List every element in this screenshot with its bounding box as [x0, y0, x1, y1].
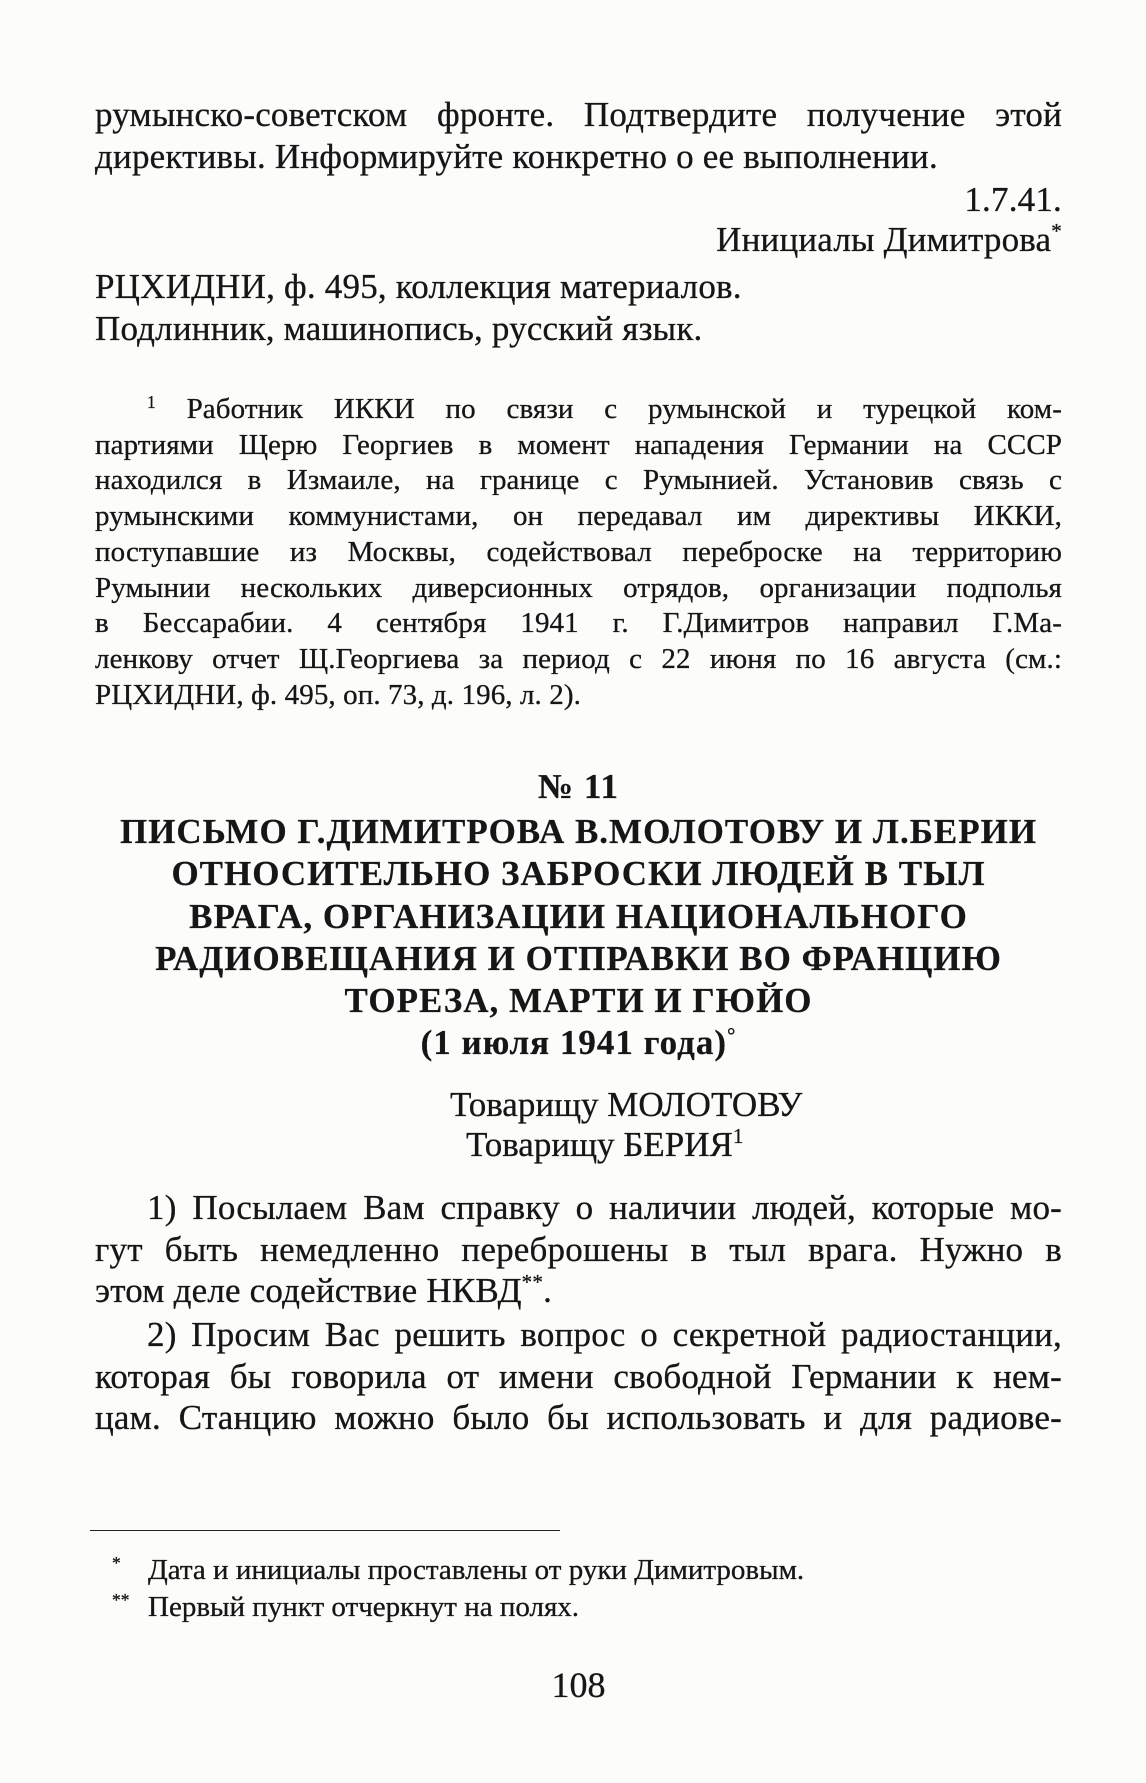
footnote-text: Дата и инициалы проставлены от руки Димитровым.: [148, 1554, 805, 1586]
text-line: [95, 1270, 1062, 1312]
page-number: 108: [551, 1665, 606, 1705]
line-end: .: [543, 1271, 553, 1310]
note-line-text: Работник ИККИ по связи с румынской и турецкой ком-: [186, 393, 1062, 425]
text-line: румынскими коммунистами, он передавал им директивы ИККИ,: [95, 500, 1062, 533]
text-line: поступавшие из Москвы, содействовал переброске на территорию: [95, 535, 1062, 568]
title-line: РАДИОВЕЩАНИЯ И ОТПРАВКИ ВО ФРАНЦИЮ: [155, 938, 1002, 978]
date-text: (1 июля 1941 года): [420, 1023, 727, 1063]
body-item-1: [95, 1187, 1062, 1312]
text-line: 1) Посылаем Вам справку о наличии людей, которые мо-: [147, 1188, 1062, 1227]
text-line: гут быть немедленно переброшены в тыл врага. Нужно в: [95, 1229, 1062, 1269]
text-line: [95, 392, 1062, 428]
text-line: РЦХИДНИ, ф. 495, оп. 73, д. 196, л. 2).: [95, 678, 581, 711]
footnote-mark: *: [1051, 219, 1062, 244]
text-line: партиями Щерю Георгиев в момент нападения Германии на СССР: [95, 428, 1062, 461]
text-line: ленкову отчет Щ.Георгиева за период с 22 июня по 16 августа (см.:: [95, 642, 1062, 675]
title-line: ТОРЕЗА, МАРТИ И ГЮЙО: [344, 981, 813, 1021]
note-1: [95, 392, 1062, 713]
text-line: директивы. Информируйте конкретно о ее выполнении.: [95, 137, 938, 176]
line-text: этом деле содействие НКВД: [95, 1271, 522, 1310]
title-line: ВРАГА, ОРГАНИЗАЦИИ НАЦИОНАЛЬНОГО: [189, 896, 968, 936]
document-title: [95, 811, 1062, 1065]
text-line: цам. Станцию можно было бы использовать и для радиове-: [95, 1398, 1062, 1437]
note-mark: °: [727, 1022, 737, 1047]
text-line: румынско-советском фронте. Подтвердите получение этой: [95, 95, 1062, 134]
text-line: Румынии нескольких диверсионных отрядов, организации подполья: [95, 571, 1062, 604]
note-marker: 1: [147, 391, 156, 412]
archive-description: Подлинник, машинопись, русский язык.: [95, 309, 703, 348]
archive-source: РЦХИДНИ, ф. 495, коллекция материалов.: [95, 267, 742, 306]
footnote-text: Первый пункт отчеркнут на полях.: [148, 1591, 580, 1623]
footnote-2: ** Первый пункт отчеркнут на полях.: [112, 1589, 580, 1623]
addressee-molotov: Товарищу МОЛОТОВУ: [450, 1085, 803, 1124]
title-line: ПИСЬМО Г.ДИМИТРОВА В.МОЛОТОВУ И Л.БЕРИИ: [119, 812, 1038, 851]
initials-text: Инициалы Димитрова: [716, 220, 1052, 259]
text-line: находился в Измаиле, на границе с Румынией. Установив связь с: [95, 464, 1062, 497]
text-line: в Бессарабии. 4 сентября 1941 г. Г.Димитров направил Г.Ма-: [95, 607, 1062, 640]
body-item-2: [95, 1314, 1062, 1439]
signature-date: 1.7.41.: [964, 180, 1062, 219]
text-line: которая бы говорила от имени свободной Германии к нем-: [95, 1356, 1062, 1396]
footnote-1: * Дата и инициалы проставлены от руки Димитровым.: [112, 1552, 805, 1586]
addressee-beria: [466, 1125, 743, 1165]
archive-reference: [95, 266, 1062, 350]
text-line: 2) Просим Вас решить вопрос о секретной радиостанции,: [147, 1315, 1062, 1354]
continuation-paragraph: [95, 94, 1062, 178]
note-mark: 1: [732, 1124, 744, 1149]
document-number: № 11: [538, 767, 619, 806]
signature-initials: [95, 219, 1062, 261]
footnote-divider: [90, 1530, 560, 1531]
title-line: ОТНОСИТЕЛЬНО ЗАБРОСКИ ЛЮДЕЙ В ТЫЛ: [171, 854, 986, 894]
addressee-text: Товарищу БЕРИЯ: [466, 1125, 733, 1164]
footnote-mark: **: [521, 1270, 544, 1295]
document-date: [95, 1022, 1062, 1064]
